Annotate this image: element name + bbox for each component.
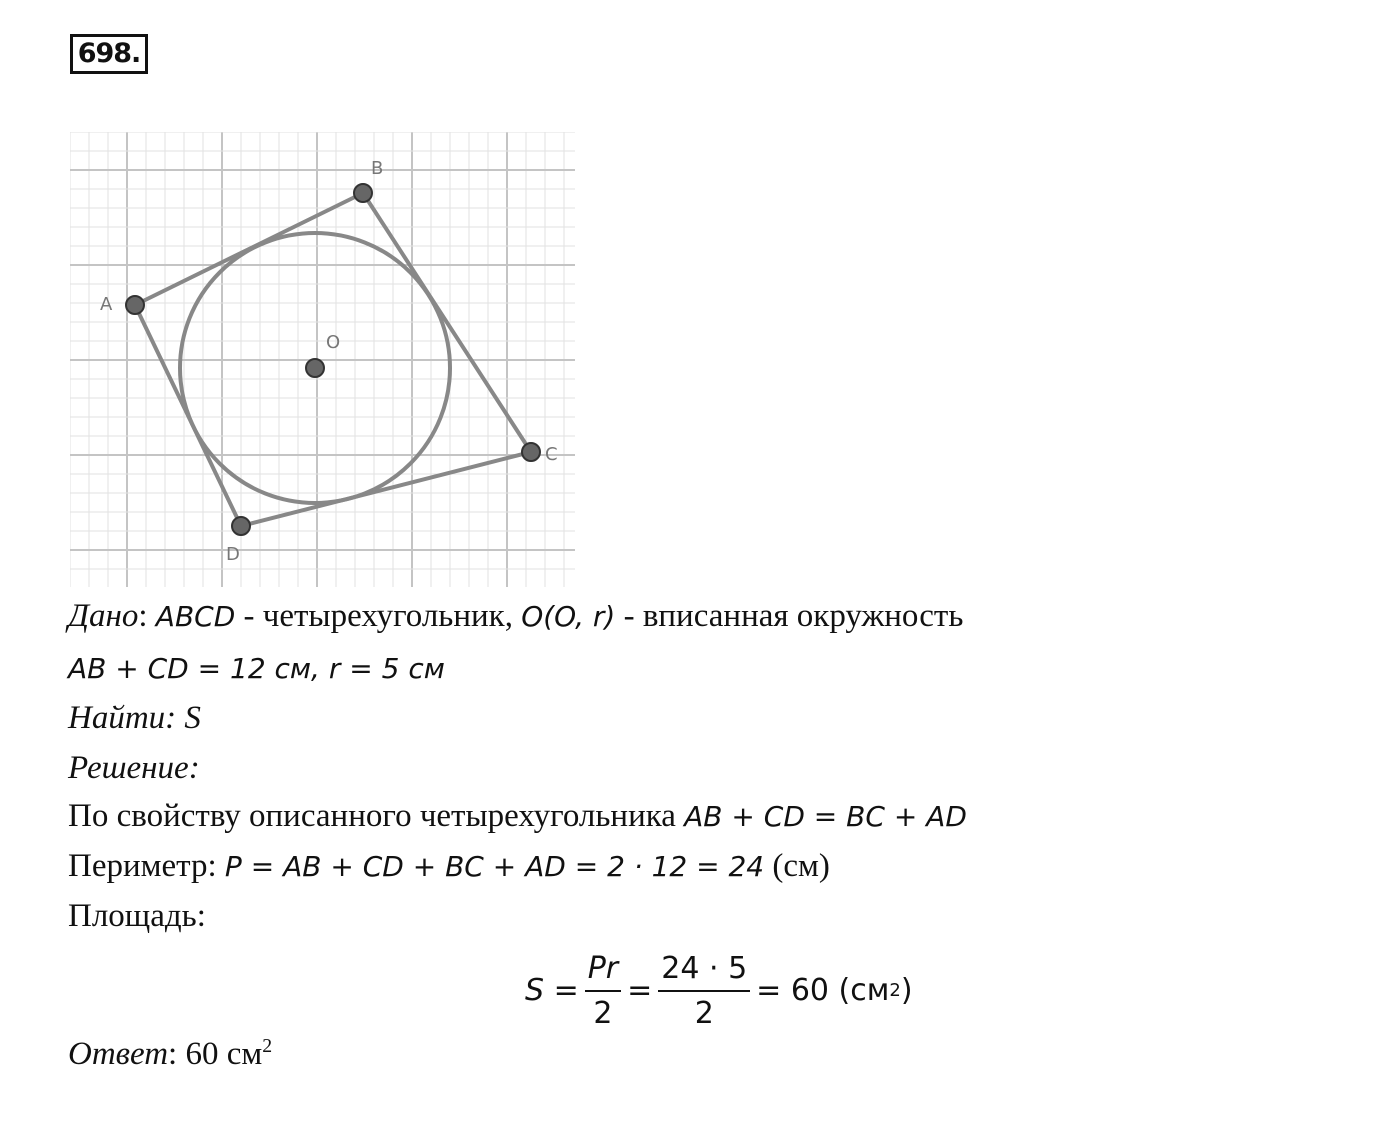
answer-line <box>68 1036 272 1073</box>
geometry-figure <box>70 132 580 592</box>
point-o <box>306 359 324 377</box>
answer-sup: 2 <box>262 1035 273 1057</box>
label-a: A <box>100 294 113 315</box>
solution-label: Решение: <box>68 750 200 786</box>
given-values: AB + CD = 12 см, r = 5 см <box>68 652 445 685</box>
point-a <box>126 296 144 314</box>
perimeter-math: P = AB + CD + BC + AD = 2 · 12 = 24 <box>224 850 765 883</box>
given-circle: O(O, r) <box>521 600 616 633</box>
formula-lhs: S = <box>525 973 579 1008</box>
area-formula: S = $\frac{Pr}{2}$ = $\frac{24 \cdot 5}{2}$ = 60 (см 2 ) <box>525 950 913 1031</box>
given-quad: ABCD <box>155 600 236 633</box>
given-dash1: - четырехугольник, <box>235 598 522 634</box>
fraction-24x5-over-2 <box>658 951 750 1031</box>
frac1-den: 2 <box>593 995 613 1031</box>
given-label: Дано <box>68 598 139 634</box>
perimeter-unit: (см) <box>764 848 830 884</box>
point-b <box>354 184 372 202</box>
grid <box>70 132 575 587</box>
property-math: AB + CD = BC + AD <box>684 800 967 833</box>
given-dash2: - вписанная окружность <box>615 598 964 634</box>
formula-eq: = <box>627 973 653 1008</box>
formula-rhs-close: ) <box>900 973 913 1008</box>
label-b: B <box>371 158 384 179</box>
label-o: O <box>326 332 341 353</box>
frac2-den: 2 <box>694 995 714 1031</box>
problem-number: 698. <box>70 34 148 74</box>
formula-rhs: = 60 (см <box>756 973 890 1008</box>
find-line: Найти: S <box>68 700 201 736</box>
area-label: Площадь: <box>68 898 206 934</box>
answer-value: : 60 см <box>168 1036 263 1072</box>
label-c: C <box>545 444 558 465</box>
fraction-pr-over-2 <box>585 951 621 1031</box>
property-line <box>68 798 967 835</box>
point-c <box>522 443 540 461</box>
label-d: D <box>226 544 240 565</box>
given-line: Дано: ABCD - четырехугольник, O(O, r) - вписанная окружность <box>68 598 964 634</box>
frac2-num: 24 · 5 <box>658 951 750 992</box>
property-text: По свойству описанного четырехугольника <box>68 798 685 834</box>
answer-label: Ответ <box>68 1036 169 1072</box>
frac1-num: Pr <box>585 951 621 992</box>
perimeter-text: Периметр: <box>68 848 225 884</box>
figure-svg <box>70 132 580 592</box>
perimeter-line <box>68 848 830 885</box>
point-d <box>232 517 250 535</box>
